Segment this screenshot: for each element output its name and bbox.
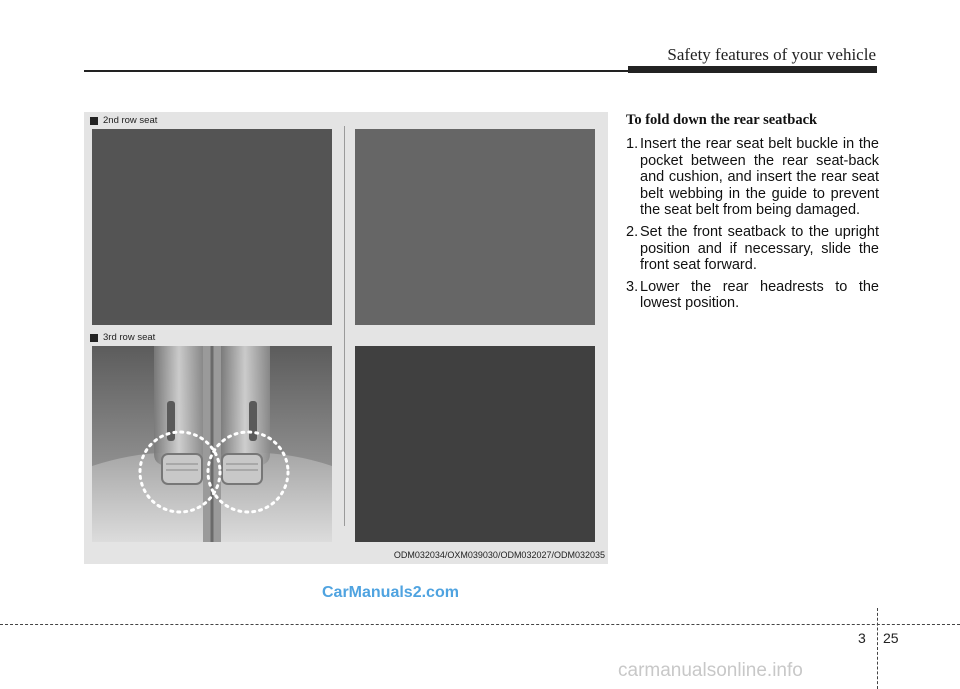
header-rule: [84, 70, 628, 72]
header-bar: [628, 66, 877, 73]
instructions: [626, 112, 879, 317]
photo-2nd-row-right: [355, 129, 595, 325]
step-item: [626, 279, 879, 312]
step-text: Insert the rear seat belt buckle in the pocket between the rear seat-back and cushion, and insert the rear seat belt webbing in the guide to prevent the seat belt from being damaged.: [640, 136, 879, 219]
label-2nd-row: [90, 115, 157, 126]
instructions-heading: To fold down the rear seatback: [626, 112, 818, 128]
step-number: 1.: [626, 136, 639, 152]
label-2nd-row-text: 2nd row seat: [103, 115, 158, 126]
photo-2nd-row-left: [92, 129, 332, 325]
step-item: [626, 224, 879, 274]
watermark-link[interactable]: CarManuals2.com: [322, 584, 459, 601]
step-number: 2.: [626, 223, 639, 240]
label-3rd-row: [90, 332, 155, 343]
section-title: Safety features of your vehicle: [667, 45, 876, 64]
figure-panel: [84, 112, 608, 564]
figure-code: ODM032034/OXM039030/ODM032027/ODM032035: [393, 550, 605, 560]
chapter-number: 3: [858, 630, 866, 646]
footer-vertical-rule: [877, 608, 878, 689]
step-text: Set the front seatback to the upright position and if necessary, slide the front seat forward.: [640, 223, 879, 274]
label-3rd-row-text: 3rd row seat: [103, 332, 156, 343]
steps-list: [626, 136, 879, 312]
step-text: Lower the rear headrests to the lowest position.: [640, 278, 879, 312]
step-number: 3.: [626, 278, 639, 295]
photo-3rd-row-right: [355, 346, 595, 542]
square-bullet-icon: [90, 117, 98, 125]
step-item: [626, 136, 879, 219]
bottom-watermark: carmanualsonline.info: [618, 660, 803, 681]
footer-rule: [0, 624, 960, 625]
figure-divider: [344, 126, 345, 526]
square-bullet-icon: [90, 334, 98, 342]
photo-3rd-row-headrests: [92, 346, 332, 542]
page-number: 25: [883, 630, 899, 646]
